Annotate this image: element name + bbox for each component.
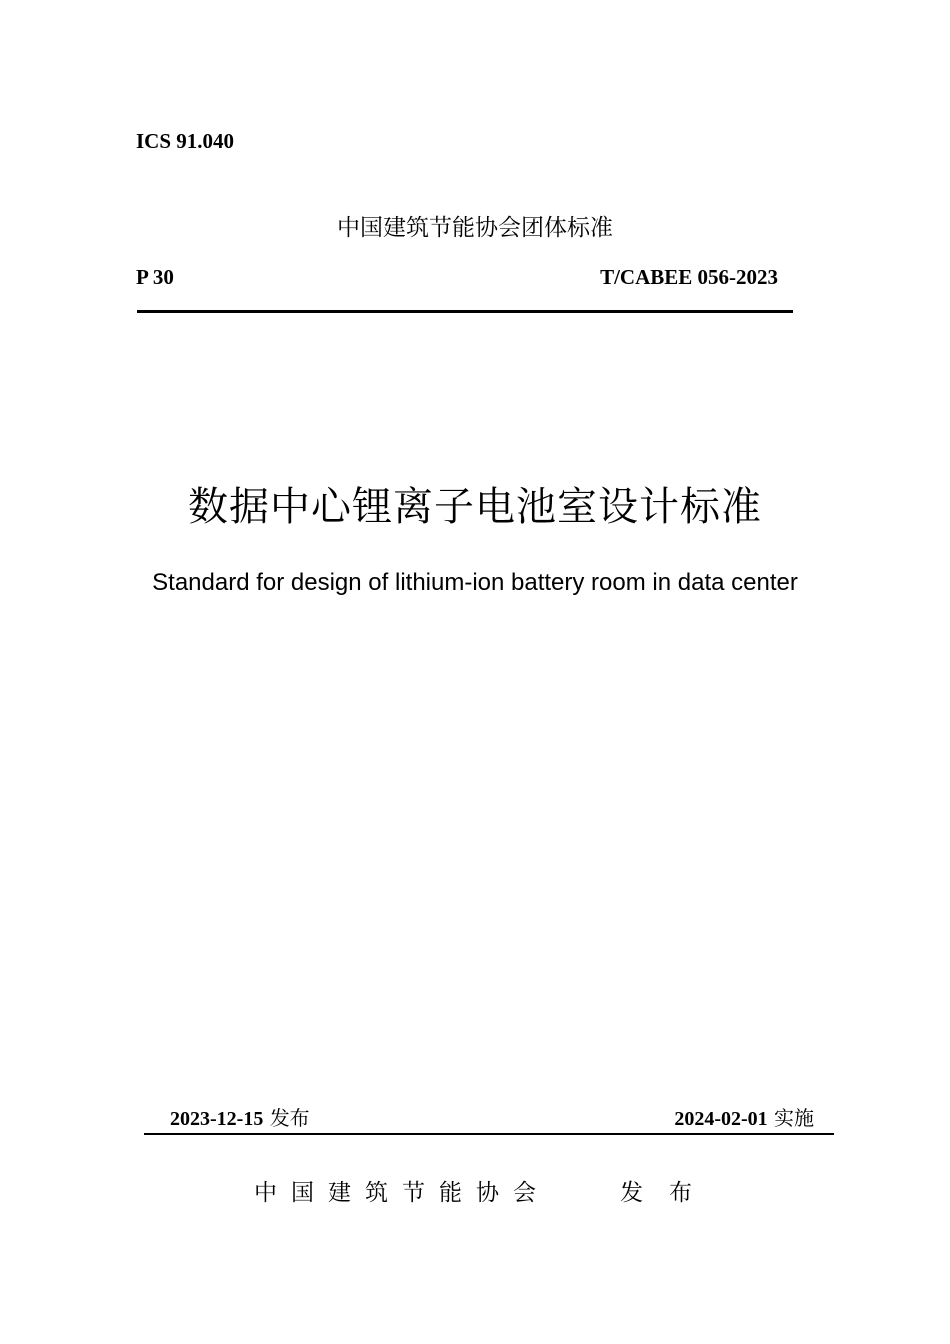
publish-label: 发布 <box>620 1180 718 1206</box>
implementation-label: 实施 <box>774 1106 814 1130</box>
issue-date: 2023-12-15 <box>170 1108 264 1130</box>
document-title-english: Standard for design of lithium-ion battery room in data center <box>152 569 798 596</box>
document-title-chinese: 数据中心锂离子电池室设计标准 <box>188 484 762 530</box>
implementation-date-line <box>674 1104 814 1133</box>
standard-number: T/CABEE 056-2023 <box>600 265 778 289</box>
ics-code: ICS 91.040 <box>136 129 235 153</box>
issue-date-line <box>170 1104 310 1133</box>
organization-standard-title: 中国建筑节能协会团体标准 <box>337 215 613 241</box>
footer-divider <box>144 1133 834 1135</box>
classification-code: P 30 <box>136 265 174 289</box>
implementation-date: 2024-02-01 <box>674 1108 768 1130</box>
header-divider <box>137 310 793 313</box>
publisher-name: 中国建筑节能协会 <box>254 1180 550 1206</box>
issue-label: 发布 <box>269 1106 310 1130</box>
